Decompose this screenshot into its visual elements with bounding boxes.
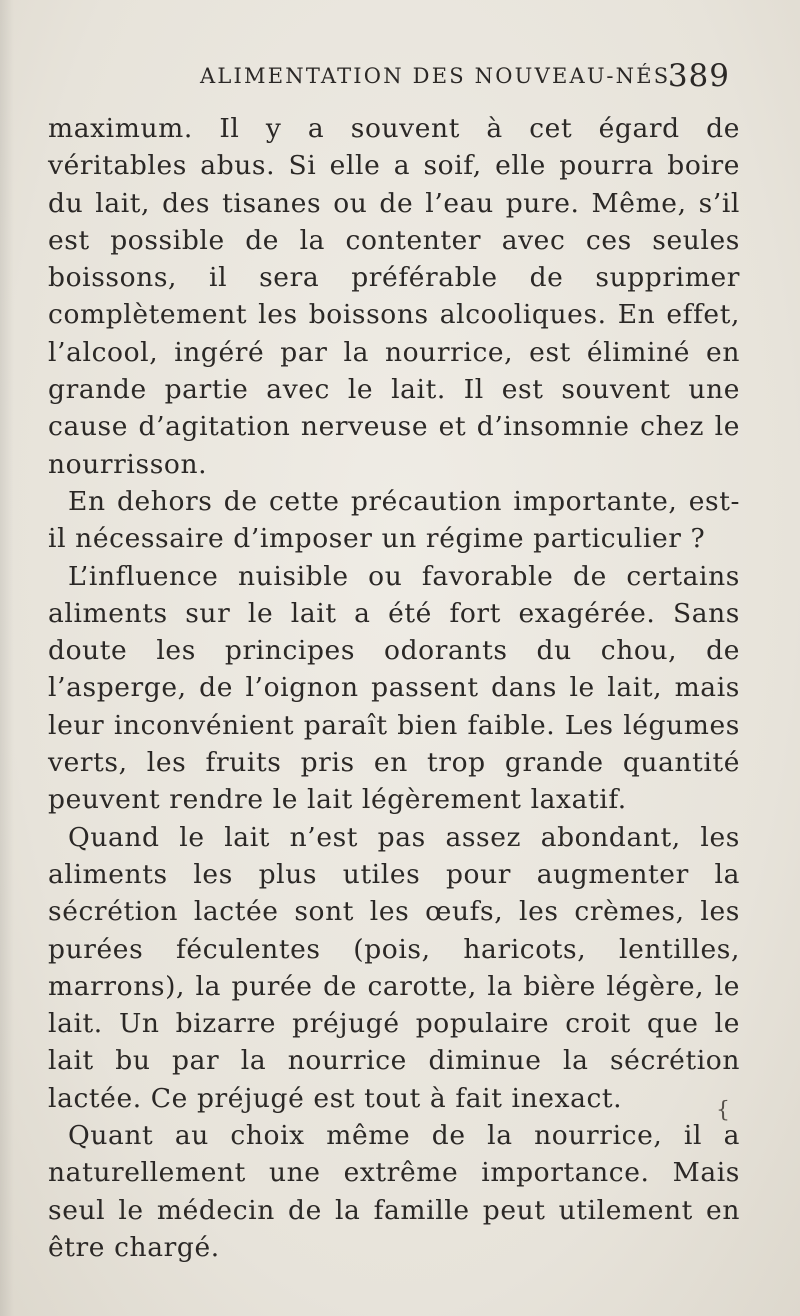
running-head: ALIMENTATION DES NOUVEAU-NÉS [200, 64, 671, 88]
paragraph-4: Quand le lait n’est pas assez abondant, les aliments les plus utiles pour augmenter la sécrétion lactée sont les œufs, les crèmes, les purées féculentes (pois, haricots, lentilles, marrons), la purée de carotte, la bière légère, le lait. Un bizarre préjugé populaire croit que le lait bu par la nourrice diminue la sécrétion lactée. Ce préjugé est tout à fait inexact. [48, 821, 740, 1114]
page-header [200, 58, 730, 98]
margin-mark: { [716, 1098, 730, 1123]
paragraph-2: En dehors de cette précaution importante, est-il nécessaire d’imposer un régime particulier ? [48, 485, 740, 555]
body-text [48, 110, 740, 1266]
paragraph-1: maximum. Il y a souvent à cet égard de véritables abus. Si elle a soif, elle pourra boire du lait, des tisanes ou de l’eau pure. Même, s’il est possible de la contenter avec ces seules boissons, il sera préférable de supprimer complètement les boissons alcooliques. En effet, l’alcool, ingéré par la nourrice, est éliminé en grande partie avec le lait. Il est souvent une cause d’agitation nerveuse et d’insomnie chez le nourrisson. [48, 113, 740, 480]
paragraph-5: Quant au choix même de la nourrice, il a naturellement une extrême importance. Mais seul le médecin de la famille peut utilement en être chargé. [48, 1120, 740, 1263]
paragraph-3: L’influence nuisible ou favorable de certains aliments sur le lait a été fort exagérée. Sans doute les principes odorants du chou, de l’asperge, de l’oignon passent dans le lait, mais leur inconvénient paraît bien faible. Les légumes verts, les fruits pris en trop grande quantité peuvent rendre le lait légèrement laxatif. [48, 560, 740, 816]
page-number: 389 [667, 58, 730, 94]
page-gutter-shadow [0, 0, 14, 1316]
